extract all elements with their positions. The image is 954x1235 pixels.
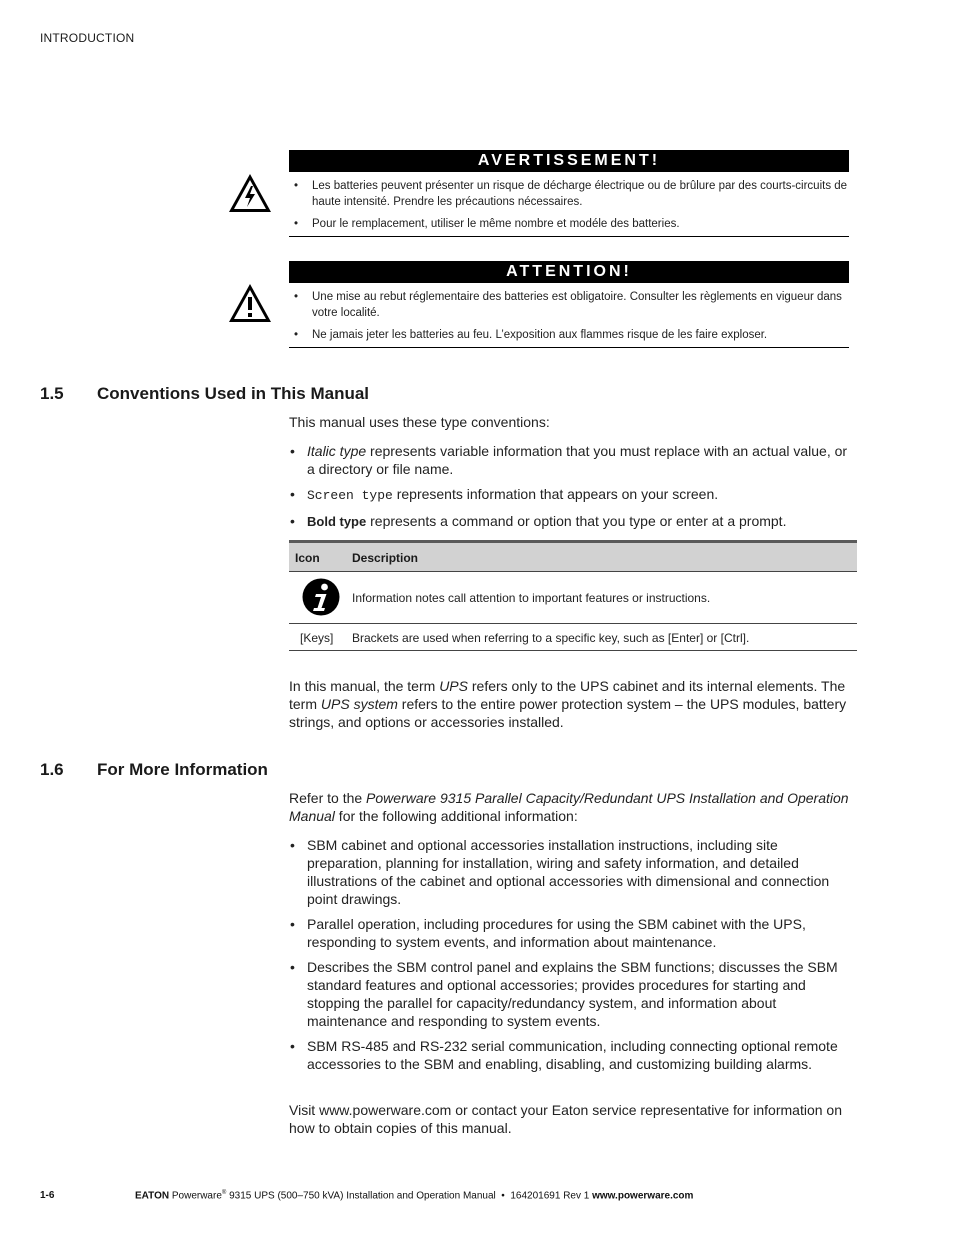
ups-term-paragraph: In this manual, the term UPS refers only to the UPS cabinet and its internal elements. The term UPS system refers to the entire power protection system – the UPS modules, battery strings, and options or accessories installed.	[289, 678, 847, 730]
list-item: • Parallel operation, including procedures for using the SBM cabinet with the UPS, responding to system events, and information about maintenance.	[289, 915, 849, 951]
table-row-description: Brackets are used when referring to a specific key, such as [Enter] or [Ctrl].	[352, 631, 750, 645]
italic-sample: Italic type	[307, 443, 367, 459]
bold-sample: Bold type	[307, 514, 367, 529]
list-item: • Bold type represents a command or option that you type or enter at a prompt.	[289, 512, 849, 531]
warning-item: • Pour le remplacement, utiliser le même nombre et modéle des batteries.	[289, 216, 849, 232]
footer-url: www.powerware.com	[592, 1190, 694, 1202]
conventions-intro: This manual uses these type conventions:	[289, 414, 550, 430]
screen-sample: Screen type	[307, 488, 393, 503]
caution-exclamation-icon	[227, 282, 273, 324]
caution-rule	[289, 347, 849, 348]
warning-list	[289, 178, 849, 238]
conventions-table	[289, 540, 857, 652]
table-divider	[289, 650, 857, 651]
caution-item: • Une mise au rebut réglementaire des batteries est obligatoire. Consulter les règlements en vigueur dans votre localité.	[289, 289, 849, 321]
footer-text: EATON Powerware® 9315 UPS (500–750 kVA) Installation and Operation Manual • 164201691 Rev 1 www.powerware.com	[135, 1190, 694, 1202]
column-header-description: Description	[352, 551, 419, 565]
caution-list	[289, 289, 849, 349]
list-item: • Describes the SBM control panel and explains the SBM functions; discusses the SBM standard features and optional accessories; provides procedures for starting and stopping the parallel for capacity/redundancy system, and information about maintenance and responding to system events.	[289, 958, 849, 1030]
closing-paragraph: Visit www.powerware.com or contact your Eaton service representative for information on how to obtain copies of this manual.	[289, 1102, 842, 1136]
caution-item: • Ne jamais jeter les batteries au feu. L’exposition aux flammes risque de les faire exploser.	[289, 327, 849, 343]
section-title: Conventions Used in This Manual	[97, 384, 370, 403]
table-divider	[289, 571, 857, 572]
section-title: For More Information	[97, 760, 268, 779]
list-item: • Italic type represents variable information that you must replace with an actual value, or a directory or file name.	[289, 442, 849, 478]
column-header-icon: Icon	[295, 551, 320, 565]
running-header: INTRODUCTION	[40, 31, 135, 45]
list-item: • Screen type represents information that appears on your screen.	[289, 485, 849, 505]
more-info-intro: Refer to the Powerware 9315 Parallel Capacity/Redundant UPS Installation and Operation Manual for the following additional information:	[289, 790, 849, 824]
electrical-hazard-icon	[227, 172, 273, 214]
list-item: • SBM RS-485 and RS-232 serial communication, including connecting optional remote accessories to the SBM and enabling, disabling, and customizing building alarms.	[289, 1037, 849, 1073]
footer-brand: EATON	[135, 1190, 170, 1202]
section-number: 1.5	[40, 384, 64, 403]
warning-title-bar: AVERTISSEMENT!	[289, 150, 849, 172]
table-row-description: Information notes call attention to important features or instructions.	[352, 591, 711, 605]
conventions-list	[289, 442, 849, 538]
table-divider	[289, 623, 857, 624]
warning-item: • Les batteries peuvent présenter un risque de décharge électrique ou de brûlure par des courts-circuits de haute intensité. Prendre les précautions nécessaires.	[289, 178, 849, 210]
section-number: 1.6	[40, 760, 64, 779]
information-icon	[302, 578, 340, 616]
table-row-key: [Keys]	[300, 631, 334, 645]
caution-title-bar: ATTENTION!	[289, 261, 849, 283]
table-header	[289, 540, 857, 571]
warning-rule	[289, 236, 849, 237]
page-number: 1-6	[40, 1190, 55, 1201]
more-info-list	[289, 836, 849, 1080]
list-item: • SBM cabinet and optional accessories installation instructions, including site preparation, planning for installation, wiring and safety information, and detailed illustrations of the cabinet and optional accessories with dimensional and connection point drawings.	[289, 836, 849, 908]
